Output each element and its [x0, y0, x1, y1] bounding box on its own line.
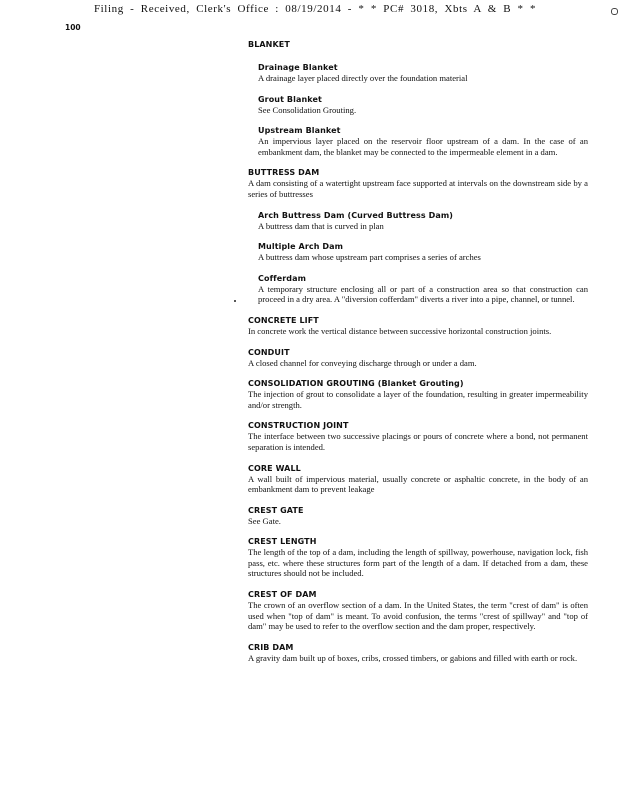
entry-definition: A closed channel for conveying discharge through or under a dam. — [248, 357, 477, 368]
entry-definition: A temporary structure enclosing all or part of a construction area so that construction can proceed in a dry area. A "diversion cofferdam" diverts a river into a pipe, channel, or tunnel. — [258, 283, 588, 305]
entry-definition: A dam consisting of a watertight upstream face supported at intervals on the downstream side by a series of buttresses — [248, 178, 588, 199]
entry-definition: A drainage layer placed directly over the foundation material — [258, 73, 468, 83]
entry-crib-dam — [248, 643, 588, 664]
entry-definition: A buttress dam that is curved in plan — [258, 220, 384, 231]
entry-crest-of-dam — [248, 590, 588, 632]
entry-term: CONSOLIDATION GROUTING (Blanket Grouting) — [248, 379, 464, 389]
entry-term: Multiple Arch Dam — [258, 242, 344, 252]
entry-conduit — [248, 348, 588, 369]
entry-consolidation-grouting — [248, 379, 588, 410]
entry-cofferdam — [258, 274, 588, 305]
entry-definition: The interface between two successive placings or pours of concrete where a bond, not permanent separation is intended. — [248, 431, 588, 452]
entry-term: Arch Buttress Dam (Curved Buttress Dam) — [258, 210, 454, 220]
glossary-column — [248, 40, 588, 663]
entry-term: Grout Blanket — [258, 94, 322, 104]
entry-term: Cofferdam — [258, 273, 307, 283]
entry-term: Upstream Blanket — [258, 126, 341, 136]
entry-definition: See Gate. — [248, 515, 281, 526]
entry-term: CREST GATE — [248, 505, 304, 515]
entry-arch-buttress-dam — [258, 211, 588, 232]
entry-term: CORE WALL — [248, 463, 301, 473]
entry-term: BLANKET — [248, 40, 290, 49]
entry-blanket — [248, 40, 588, 50]
corner-mark — [611, 8, 618, 15]
entry-definition: In concrete work the vertical distance between successive horizontal construction joints. — [248, 325, 552, 336]
entry-term: CREST OF DAM — [248, 590, 317, 600]
entry-term: CRIB DAM — [248, 642, 294, 652]
entry-definition: The injection of grout to consolidate a layer of the foundation, resulting in greater impermeability and/or strength. — [248, 389, 588, 410]
entry-definition: A wall built of impervious material, usually concrete or asphaltic concrete, in the body of an embankment dam to prevent leakage — [248, 473, 588, 495]
entry-upstream-blanket — [258, 126, 588, 157]
entry-term: BUTTRESS DAM — [248, 168, 320, 178]
entry-definition: An impervious layer placed on the reservoir floor upstream of a dam. In the case of an embankment dam, the blanket may be connected to the impermeable element in a dam. — [258, 136, 588, 157]
entry-term: CREST LENGTH — [248, 537, 317, 547]
entry-crest-length — [248, 537, 588, 579]
entry-definition: A gravity dam built up of boxes, cribs, crossed timbers, or gabions and filled with earth or rock. — [248, 652, 578, 663]
entry-definition: A buttress dam whose upstream part comprises a series of arches — [258, 252, 481, 263]
entry-drainage-blanket — [258, 63, 588, 84]
entry-multiple-arch-dam — [258, 242, 588, 263]
entry-term: CONCRETE LIFT — [248, 315, 319, 325]
entry-core-wall — [248, 464, 588, 495]
page-number: 100 — [65, 23, 81, 32]
scan-speck — [234, 300, 236, 302]
filing-stamp: Filing - Received, Clerk's Office : 08/19/2014 - * * PC# 3018, Xbts A & B * * — [93, 3, 537, 15]
entry-definition: The length of the top of a dam, including the length of spillway, powerhouse, navigation lock, fish pass, etc. where these structures form part of the length of a dam. If detached from a dam, these structures should not be included. — [248, 547, 588, 579]
entry-definition: The crown of an overflow section of a dam. In the United States, the term "crest of dam" is often used when "top of dam" is meant. To avoid confusion, the terms "crest of spillway" and "top of dam" may be used to refer to the overflow section and the dam proper, respectively. — [248, 600, 588, 632]
entry-grout-blanket — [258, 95, 588, 116]
entry-term: CONDUIT — [248, 347, 290, 357]
entry-definition: See Consolidation Grouting. — [258, 104, 357, 115]
entry-term: CONSTRUCTION JOINT — [248, 421, 349, 431]
entry-concrete-lift — [248, 316, 588, 337]
entry-term: Drainage Blanket — [258, 63, 338, 72]
entry-construction-joint — [248, 421, 588, 452]
entry-buttress-dam — [248, 168, 588, 199]
entry-crest-gate — [248, 506, 588, 527]
